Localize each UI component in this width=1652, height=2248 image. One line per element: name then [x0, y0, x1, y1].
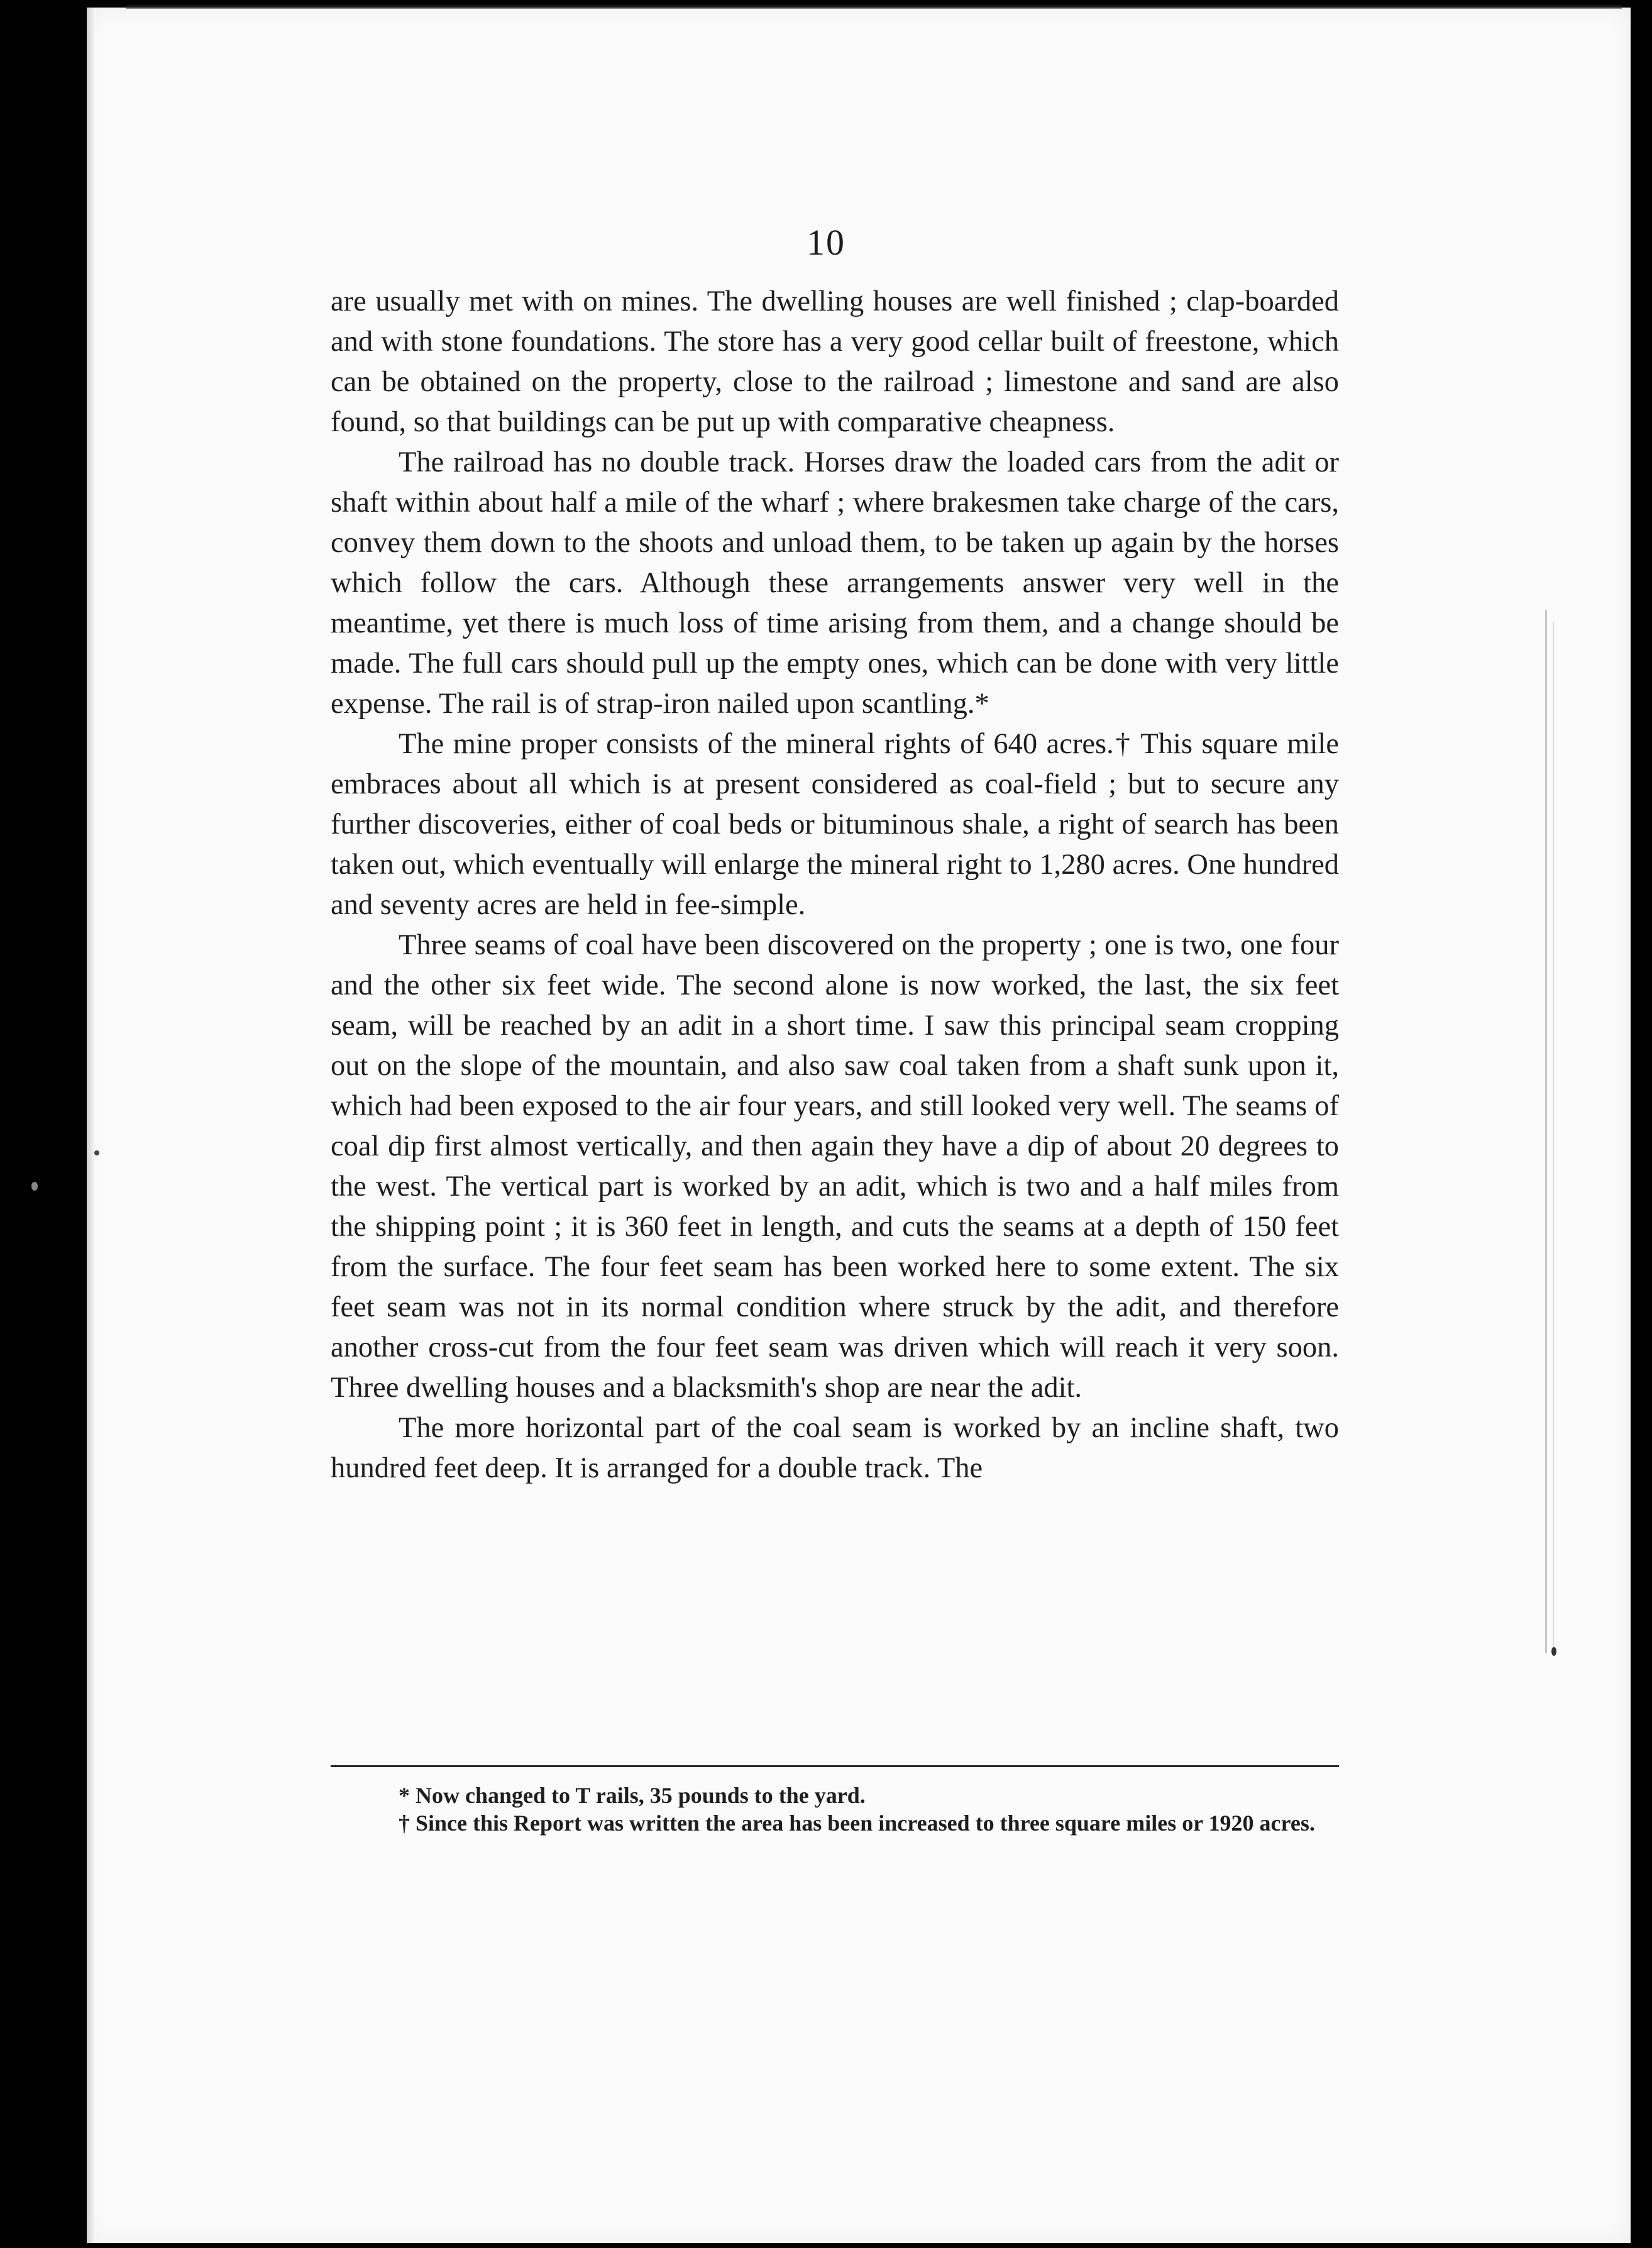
footnote-1: * Now changed to T rails, 35 pounds to the yard. — [399, 1783, 866, 1808]
scan-speck — [1551, 1647, 1556, 1656]
paragraph-4: Three seams of coal have been discovered on the property ; one is two, one four and the other six feet wide. The second alone is now worked, the last, the six feet seam, will be reached by an adit in a short time. I saw this principal seam cropping out on the slope of the mountain, and also saw coal taken from a shaft sunk upon it, which had been exposed to the air four years, and still looked very well. The seams of coal dip first almost vertically, and then again they have a dip of about 20 degrees to the west. The vertical part is worked by an adit, which is two and a half miles from the shipping point ; it is 360 feet in length, and cuts the seams at a depth of 150 feet from the surface. The four feet seam has been worked here to some extent. The six feet seam was not in its normal condition where struck by the adit, and therefore another cross-cut from the four feet seam was driven which will reach it very soon. Three dwelling houses and a blacksmith's shop are near the adit. — [331, 929, 1339, 1404]
footnotes — [331, 1782, 1339, 1837]
page-fold-line — [1545, 610, 1547, 1653]
page-number: 10 — [807, 222, 845, 263]
paragraph-5: The more horizontal part of the coal seam is worked by an incline shaft, two hundred feet deep. It is arranged for a double track. The — [331, 1412, 1339, 1484]
paragraph-3: The mine proper consists of the mineral rights of 640 acres.† This square mile embraces about all which is at present considered as coal-field ; but to secure any further discoveries, either of coal beds or bituminous shale, a right of search has been taken out, which eventually will enlarge the mineral right to 1,280 acres. One hundred and seventy acres are held in fee-simple. — [331, 728, 1339, 921]
scan-speck — [94, 1150, 99, 1155]
page-gutter-shadow — [87, 8, 96, 2243]
scan-speck — [31, 1182, 38, 1191]
page-top-edge — [126, 5, 1622, 9]
footnote-divider — [331, 1765, 1339, 1767]
body-text — [331, 282, 1339, 1489]
paragraph-1: are usually met with on mines. The dwelling houses are well finished ; clap-boarded and with stone foundations. The store has a very good cellar built of freestone, which can be obtained on the property, close to the railroad ; limestone and sand are also found, so that buildings can be put up with comparative cheapness. — [331, 285, 1339, 438]
page-fold-line-secondary — [1553, 622, 1554, 1653]
footnote-2: † Since this Report was written the area has been increased to three square miles or 1920 acres. — [399, 1810, 1315, 1836]
paragraph-2: The railroad has no double track. Horses draw the loaded cars from the adit or shaft within about half a mile of the wharf ; where brakesmen take charge of the cars, convey them down to the shoots and unload them, to be taken up again by the horses which follow the cars. Although these arrangements answer very well in the meantime, yet there is much loss of time arising from them, and a change should be made. The full cars should pull up the empty ones, which can be done with very little expense. The rail is of strap-iron nailed upon scantling.* — [331, 446, 1339, 720]
